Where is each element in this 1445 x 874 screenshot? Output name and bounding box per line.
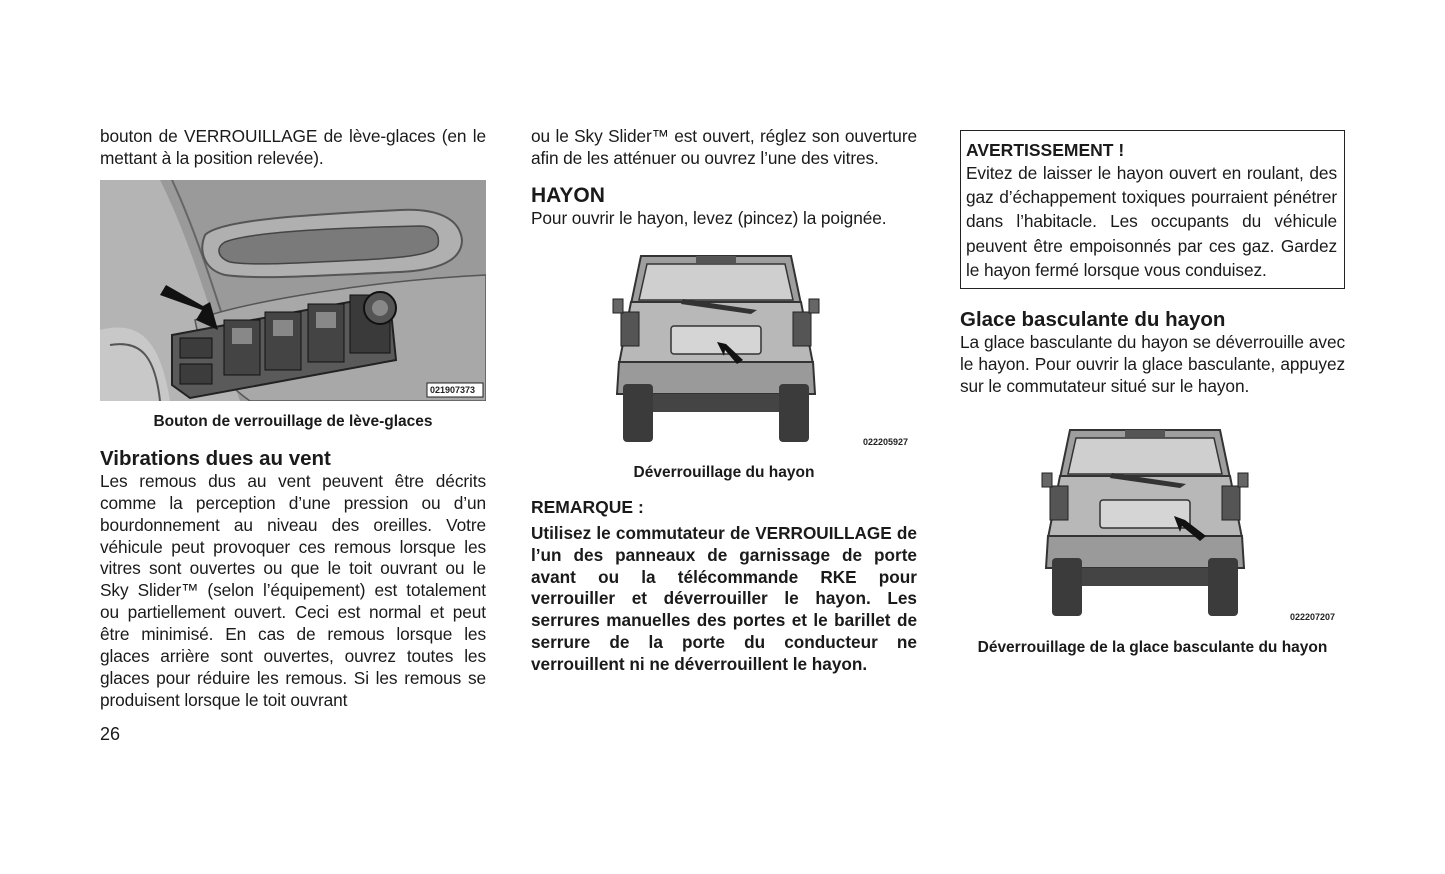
figure3-code: 022207207 <box>1290 611 1336 622</box>
figure1-code: 021907373 <box>430 384 476 395</box>
col2-intro-text: ou le Sky Slider™ est ouvert, réglez son ouverture afin de les atténuer ou ouvrez l’une des vitres. <box>531 126 917 168</box>
flip-glass-text: La glace basculante du hayon se déverrouille avec le hayon. Pour ouvrir la glace basculante, appuyez sur le commutateur situé sur le hayon. <box>960 332 1345 396</box>
figure-liftgate-release <box>531 244 917 449</box>
remark-text: Utilisez le commutateur de VERROUILLAGE de l’un des panneaux de garnissage de porte avant ou la télécommande RKE pour verrouiller et déverrouiller le hayon. Les serrures manuelles des portes et le barillet de serrure de la porte du conducteur ne verrouillent ni ne déverrouillent le hayon. <box>531 522 917 675</box>
door-panel-illustration <box>100 180 486 401</box>
figure3-caption: Déverrouillage de la glace basculante du hayon <box>977 638 1328 656</box>
col1-intro-text: bouton de VERROUILLAGE de lève-glaces (en le mettant à la position relevée). <box>100 126 486 168</box>
liftgate-text: Pour ouvrir le hayon, levez (pincez) la poignée. <box>531 207 887 228</box>
remark-title: REMARQUE : <box>531 496 644 517</box>
column-left <box>100 126 486 712</box>
figure2-caption: Déverrouillage du hayon <box>633 463 815 481</box>
warning-title: AVERTISSEMENT ! <box>966 140 1125 160</box>
warning-text: Evitez de laisser le hayon ouvert en roulant, des gaz d’échappement toxiques pourraient pénétrer dans l’habitacle. Les occupants du véhicule peuvent être empoisonnés par ces gaz. Gardez le hayon fermé lorsque vous conduisez. <box>966 163 1337 280</box>
figure-window-lock-switch <box>100 180 486 401</box>
figure2-code: 022205927 <box>863 436 909 447</box>
section-heading-liftgate: HAYON <box>531 183 605 207</box>
column-middle <box>531 126 917 676</box>
vehicle-rear-illustration-2 <box>960 416 1345 624</box>
section-heading-flip-glass: Glace basculante du hayon <box>960 308 1226 332</box>
wind-buffeting-text: Les remous dus au vent peuvent être décrits comme la perception d’une pression ou d’un bourdonnement au niveau des oreilles. Votre véhicule peut provoquer ces remous lorsque les vitres sont ouvertes ou que le toit ouvrant ou le Sky Slider™ (selon l’équipement) est totalement ou partiellement ouvert. Ceci est normal et peut être minimisé. En cas de remous lorsque les glaces arrière sont ouvertes, ouvrez toutes les glaces pour réduire les remous. Si les remous se produisent lorsque le toit ouvrant <box>100 470 486 710</box>
section-heading-wind-buffeting: Vibrations dues au vent <box>100 446 331 470</box>
vehicle-rear-illustration <box>531 244 917 449</box>
page-number: 26 <box>100 724 121 744</box>
warning-box <box>960 130 1345 289</box>
figure1-caption: Bouton de verrouillage de lève-glaces <box>153 412 433 430</box>
figure-flip-glass-release <box>960 416 1345 624</box>
column-right <box>960 126 1345 658</box>
